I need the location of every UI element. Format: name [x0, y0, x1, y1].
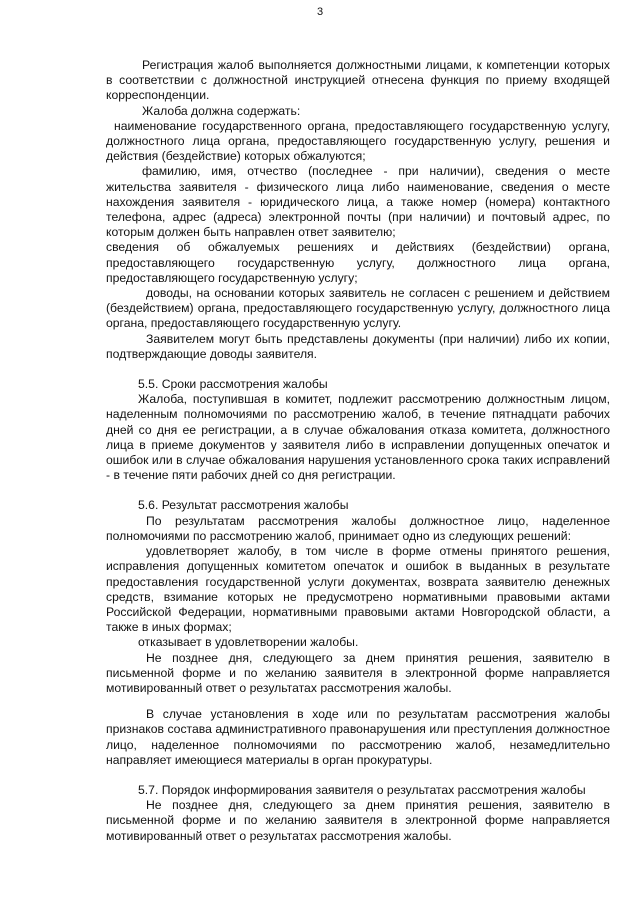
paragraph-complaint-contents-intro: Жалоба должна содержать:: [142, 103, 301, 118]
paragraph-authority-name: наименование государственного органа, предоставляющего государственную услугу, должностного лица органа, предоставляющего государственную услугу, решения и действия (бездействие) которых обжалуются;: [106, 118, 610, 164]
document-body: [106, 58, 610, 844]
paragraph-registration: Регистрация жалоб выполняется должностными лицами, к компетенции которых в соответствии с должностной инструкцией отнесена функция по приему входящей корреспонденции.: [106, 58, 610, 103]
paragraph-applicant-details: фамилию, имя, отчество (последнее - при наличии), сведения о месте жительства заявителя - физического лица либо наименование, сведения о месте нахождения заявителя - юридического лица, а также номер (номера) контактного телефона, адрес (адреса) электронной почты (при наличии) и почтовый адрес, по которым должен быть направлен ответ заявителю;: [106, 164, 610, 240]
paragraph-arguments: доводы, на основании которых заявитель не согласен с решением и действием (бездействием) органа, предоставляющего государственную услугу, должностного лица органа, предоставляющего государственную услугу.: [106, 286, 610, 331]
paragraph-rejects-complaint: отказывает в удовлетворении жалобы.: [138, 635, 359, 650]
paragraph-response-deadline: Не позднее дня, следующего за днем принятия решения, заявителю в письменной форме и по желанию заявителя в электронной форме направляется мотивированный ответ о результатах рассмотрения жалобы.: [106, 650, 610, 695]
heading-5-5: 5.5. Сроки рассмотрения жалобы: [138, 377, 328, 392]
page-number: 3: [316, 6, 324, 18]
paragraph-review-terms: Жалоба, поступившая в комитет, подлежит рассмотрению должностным лицом, наделенным полномочиями по рассмотрению жалоб, в течение пятнадцати рабочих дней со дня ее регистрации, а в случае обжалования отказа комитета, должностного лица в приеме документов у заявителя либо в исправлении допущенных опечаток и ошибок или в случае обжалования нарушения установленного срока таких исправлений - в течение пяти рабочих дней со дня регистрации.: [106, 392, 610, 483]
paragraph-satisfies-complaint: удовлетворяет жалобу, в том числе в форме отмены принятого решения, исправления допущенных комитетом опечаток и ошибок в выданных в результате предоставления государственной услуги документах, возврата заявителю денежных средств, взимание которых не предусмотрено нормативными правовыми актами Российской Федерации, нормативными правовыми актами Новгородской области, а также в иных формах;: [106, 544, 610, 635]
paragraph-decision-options: По результатам рассмотрения жалобы должностное лицо, наделенное полномочиями по рассмотрению жалоб, принимает одно из следующих решений:: [106, 513, 610, 543]
paragraph-informing-applicant: Не позднее дня, следующего за днем принятия решения, заявителю в письменной форме и по желанию заявителя в электронной форме направляется мотивированный ответ о результатах рассмотрения жалобы.: [106, 798, 610, 843]
heading-5-7: 5.7. Порядок информирования заявителя о результатах рассмотрения жалобы: [138, 782, 586, 797]
paragraph-appealed-decisions: сведения об обжалуемых решениях и действиях (бездействии) органа, предоставляющего государственную услугу, должностного лица органа, предоставляющего государственную услугу;: [106, 240, 610, 285]
heading-5-6: 5.6. Результат рассмотрения жалобы: [138, 498, 349, 513]
paragraph-documents: Заявителем могут быть представлены документы (при наличии) либо их копии, подтверждающие доводы заявителя.: [106, 331, 610, 361]
paragraph-prosecution: В случае установления в ходе или по результатам рассмотрения жалобы признаков состава административного правонарушения или преступления должностное лицо, наделенное полномочиями по рассмотрению жалоб, незамедлительно направляет имеющиеся материалы в орган прокуратуры.: [106, 707, 610, 767]
